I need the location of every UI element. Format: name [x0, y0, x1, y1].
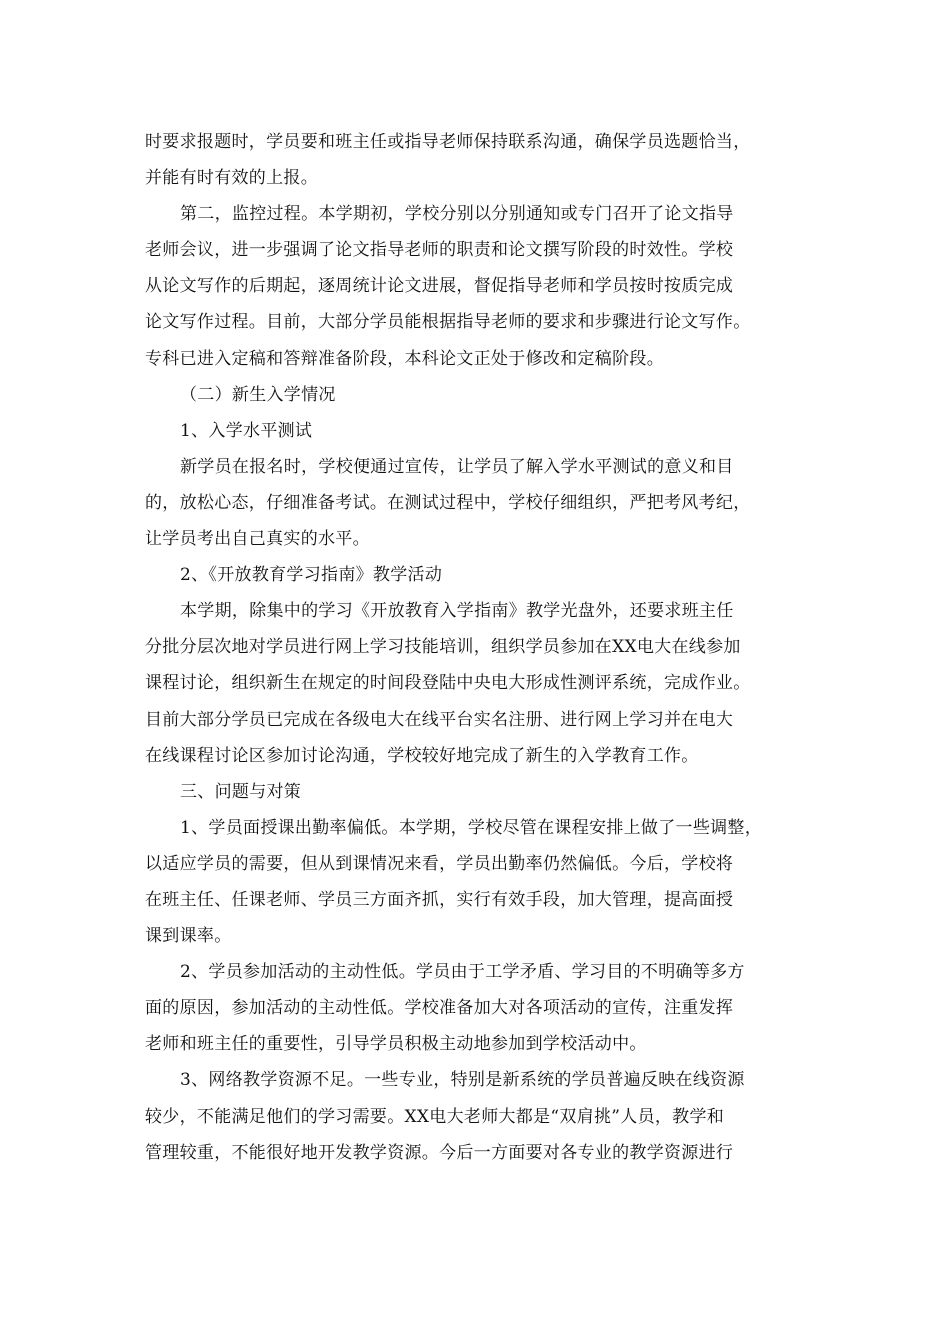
text-line: 老师会议，进一步强调了论文指导老师的职责和论文撰写阶段的时效性。学校 — [145, 240, 734, 261]
text-line: 课程讨论，组织新生在规定的时间段登陆中央电大形成性测评系统，完成作业。 — [145, 673, 751, 694]
text-line: 1、学员面授课出勤率偏低。本学期，学校尽管在课程安排上做了一些调整， — [180, 817, 763, 838]
text-line: 管理较重，不能很好地开发教学资源。今后一方面要对各专业的教学资源进行 — [145, 1142, 734, 1163]
text-line: 老师和班主任的重要性，引导学员积极主动地参加到学校活动中。 — [145, 1034, 647, 1055]
text-line: 以适应学员的需要，但从到课情况来看，学员出勤率仍然偏低。今后，学校将 — [145, 853, 734, 874]
text-line: （二）新生入学情况 — [180, 384, 336, 405]
text-line: 在线课程讨论区参加讨论沟通，学校较好地完成了新生的入学教育工作。 — [145, 745, 699, 766]
text-line: 第二，监控过程。本学期初，学校分别以分别通知或专门召开了论文指导 — [180, 204, 734, 225]
text-line: 目前大部分学员已完成在各级电大在线平台实名注册、进行网上学习并在电大 — [145, 709, 734, 730]
text-line: 的，放松心态，仔细准备考试。在测试过程中，学校仔细组织，严把考风考纪， — [145, 492, 751, 513]
text-line: 较少，不能满足他们的学习需要。XX电大老师大都是“双肩挑”人员，教学和 — [145, 1106, 725, 1127]
text-line: 2、《开放教育学习指南》教学活动 — [180, 565, 443, 586]
text-line: 本学期，除集中的学习《开放教育入学指南》教学光盘外，还要求班主任 — [180, 601, 734, 622]
text-line: 课到课率。 — [145, 926, 232, 947]
text-line: 面的原因，参加活动的主动性低。学校准备加大对各项活动的宣传，注重发挥 — [145, 998, 734, 1019]
text-line: 专科已进入定稿和答辩准备阶段，本科论文正处于修改和定稿阶段。 — [145, 348, 664, 369]
text-line: 从论文写作的后期起，逐周统计论文进展，督促指导老师和学员按时按质完成 — [145, 276, 734, 297]
text-line: 3、网络教学资源不足。一些专业，特别是新系统的学员普遍反映在线资源 — [180, 1070, 745, 1091]
text-line: 新学员在报名时，学校便通过宣传，让学员了解入学水平测试的意义和目 — [180, 456, 734, 477]
document-body — [145, 124, 809, 1171]
text-line: 分批分层次地对学员进行网上学习技能培训，组织学员参加在XX电大在线参加 — [145, 637, 741, 658]
text-line: 让学员考出自己真实的水平。 — [145, 529, 370, 550]
text-line: 三、问题与对策 — [180, 781, 302, 802]
text-line: 论文写作过程。目前，大部分学员能根据指导老师的要求和步骤进行论文写作。 — [145, 312, 751, 333]
text-line: 并能有时有效的上报。 — [145, 168, 318, 189]
text-line: 2、学员参加活动的主动性低。学员由于工学矛盾、学习目的不明确等多方 — [180, 962, 745, 983]
text-line: 时要求报题时，学员要和班主任或指导老师保持联系沟通，确保学员选题恰当， — [145, 132, 751, 152]
text-line: 1、入学水平测试 — [180, 420, 313, 441]
text-line: 在班主任、任课老师、学员三方面齐抓，实行有效手段，加大管理，提高面授 — [145, 889, 734, 910]
